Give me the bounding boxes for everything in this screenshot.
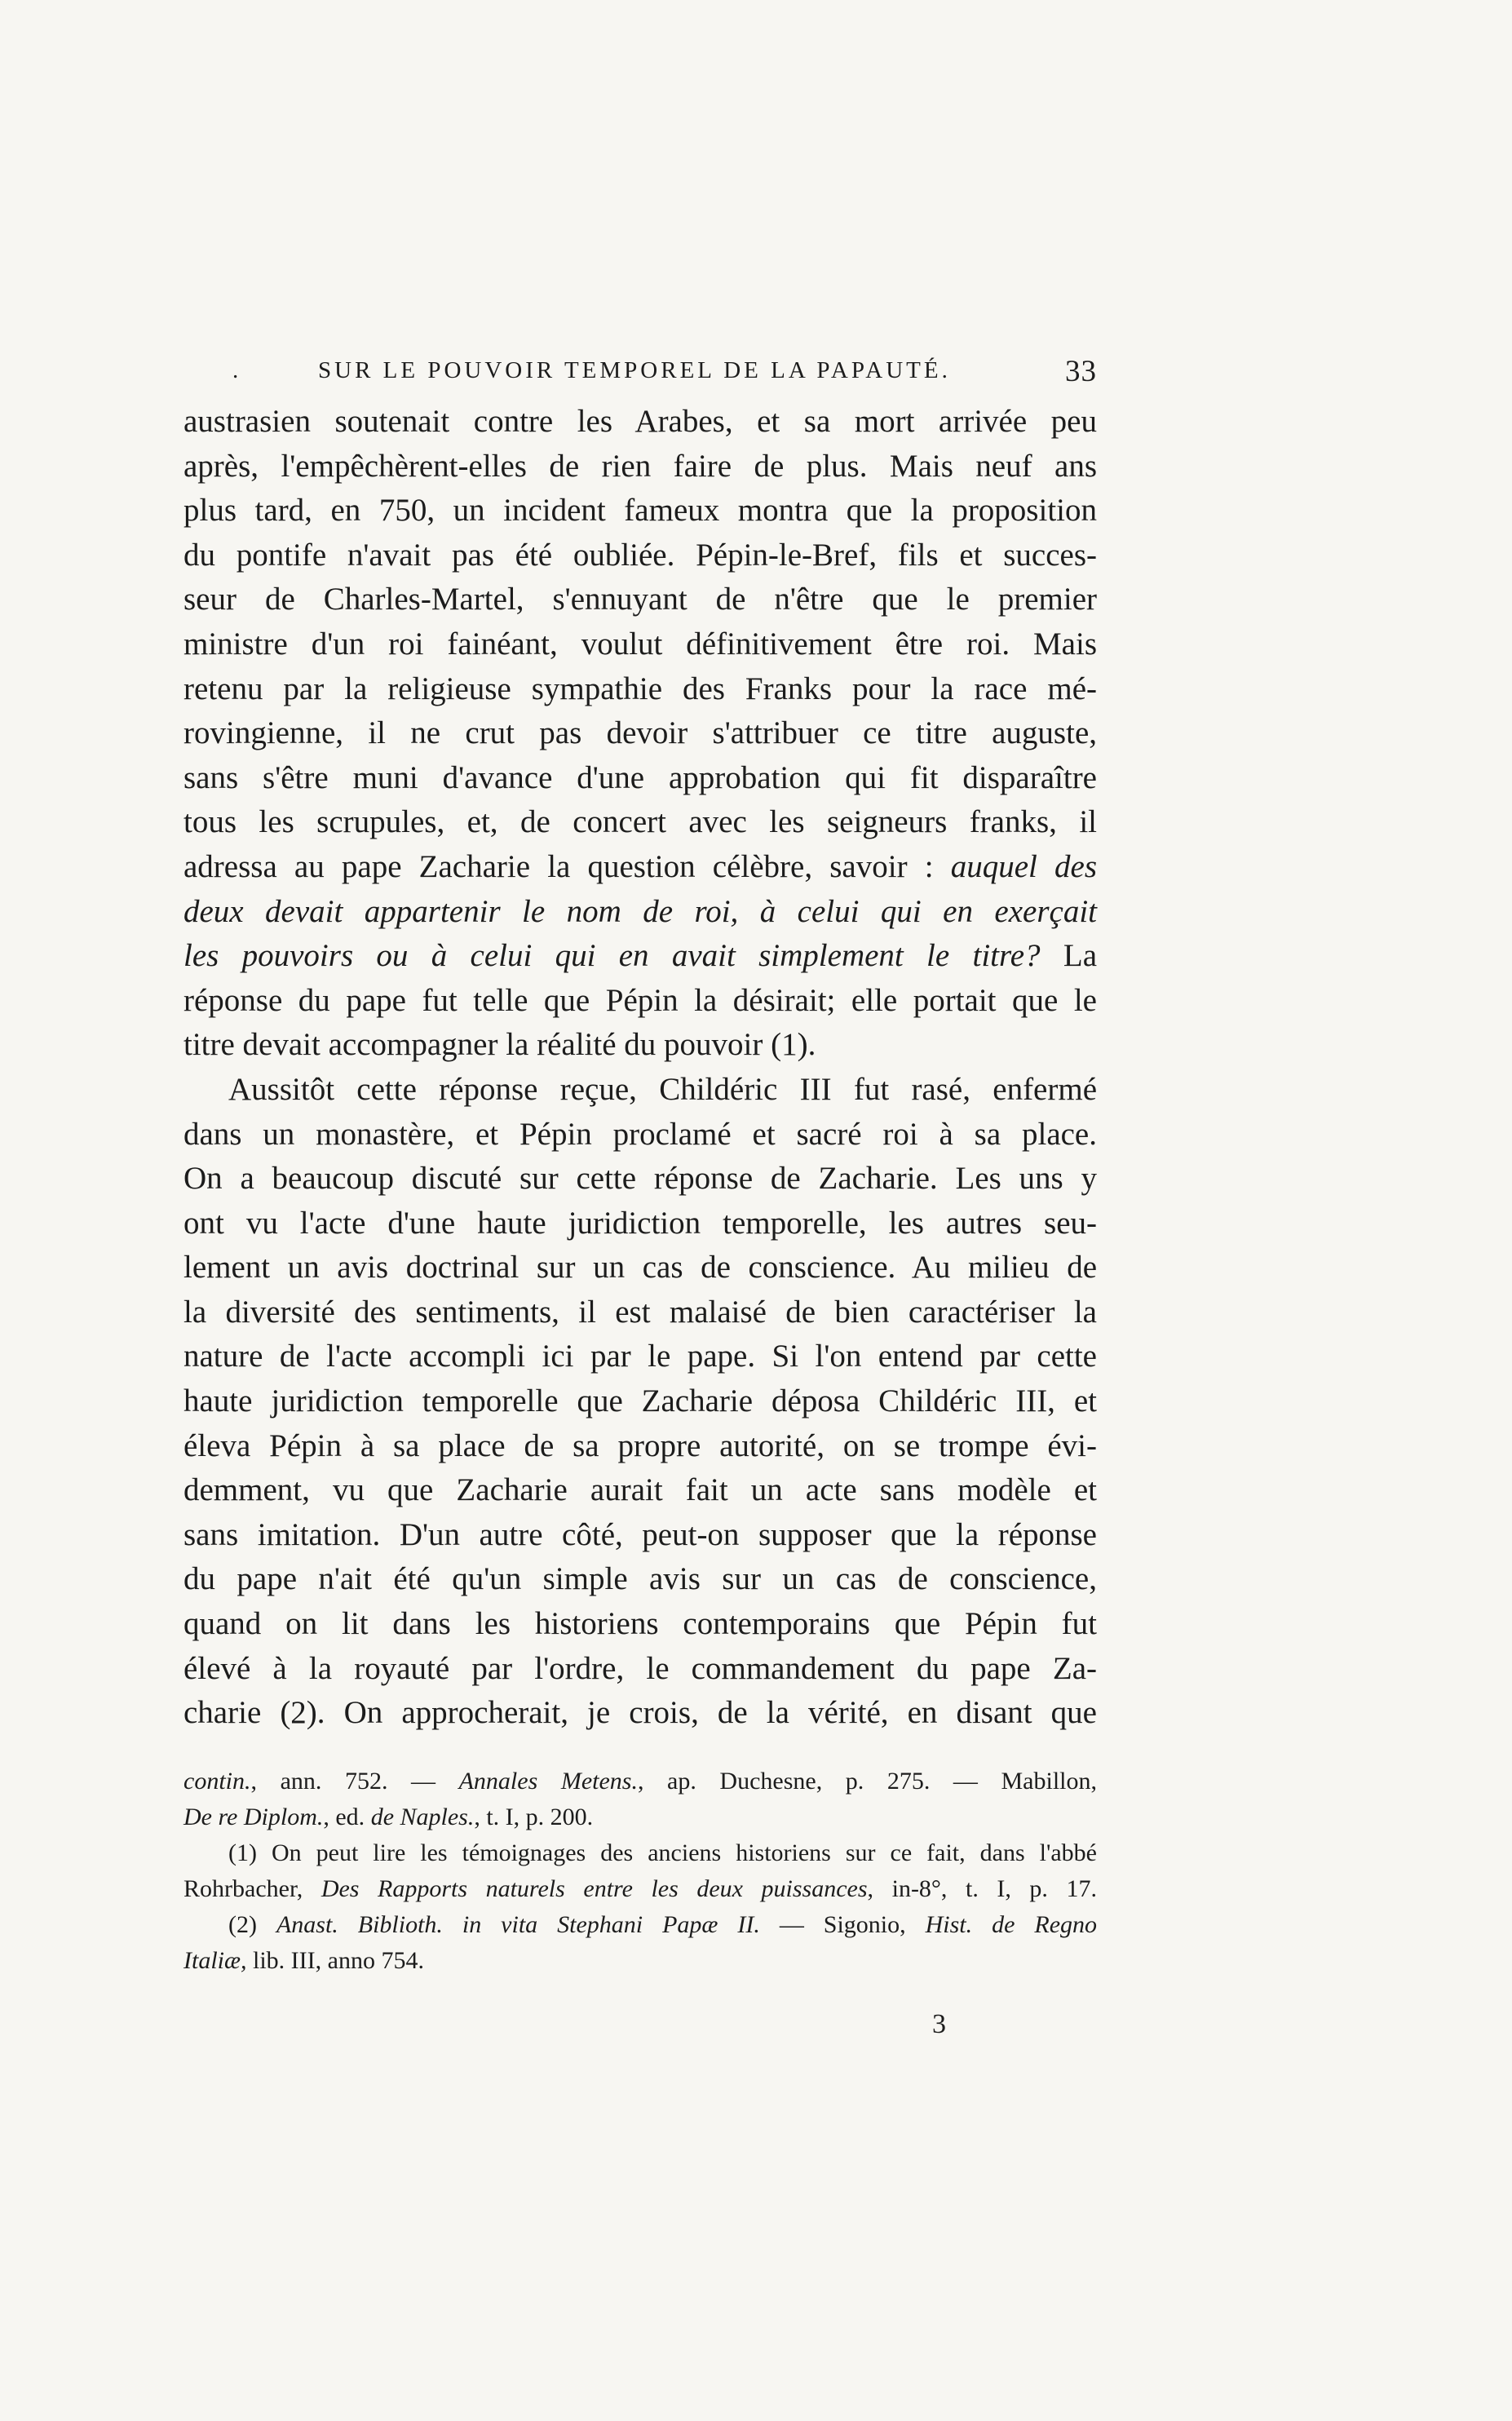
footnote-text: Rohrbacher,	[183, 1875, 303, 1902]
body-line	[183, 845, 1097, 890]
body-line-text: adressa au pape Zacharie la question célèbre, savoir :	[183, 848, 934, 884]
body-line: On a beaucoup discuté sur cette réponse de Zacharie. Les uns y	[183, 1161, 1097, 1197]
body-line: réponse du pape fut telle que Pépin la désirait; elle portait que le	[183, 982, 1097, 1018]
question-italic: deux devait appartenir le nom de roi, à celui qui en exerçait	[183, 893, 1097, 929]
body-line: ministre d'un roi fainéant, voulut définitivement être roi. Mais	[183, 626, 1097, 662]
body-line: quand on lit dans les historiens contemporains que Pépin fut	[183, 1606, 1097, 1642]
body-line: Aussitôt cette réponse reçue, Childéric III fut rasé, enfermé	[228, 1071, 1097, 1107]
running-header	[183, 357, 1097, 390]
footnote-text: , t. I, p. 200.	[474, 1804, 594, 1830]
signature-mark: 3	[932, 2009, 946, 2039]
footnote-2	[183, 1907, 1097, 1943]
page-number: 33	[1065, 355, 1097, 388]
footnote-line	[183, 1764, 1097, 1799]
body-line: après, l'empêchèrent-elles de rien faire de plus. Mais neuf ans	[183, 448, 1097, 484]
footnote-italic: De re Diplom.	[183, 1804, 324, 1830]
body-line: éleva Pépin à sa place de sa propre autorité, on se trompe évi-	[183, 1427, 1097, 1463]
body-line: sans s'être muni d'avance d'une approbation qui fit disparaître	[183, 759, 1097, 795]
body-line: demment, vu que Zacharie aurait fait un acte sans modèle et	[183, 1472, 1097, 1508]
body-line: la diversité des sentiments, il est malaisé de bien caractériser la	[183, 1294, 1097, 1330]
footnote-line	[183, 1799, 1097, 1835]
footnote-text: , ap. Duchesne, p. 275. — Mabillon,	[637, 1768, 1097, 1795]
running-title: SUR LE POUVOIR TEMPOREL DE LA PAPAUTÉ.	[318, 357, 951, 383]
body-text	[183, 400, 1097, 1736]
body-line: plus tard, en 750, un incident fameux montra que la proposition	[183, 493, 1097, 529]
body-line: rovingienne, il ne crut pas devoir s'attribuer ce titre auguste,	[183, 715, 1097, 751]
footnote-italic: Annales Metens.	[458, 1768, 638, 1795]
body-line: seur de Charles-Martel, s'ennuyant de n'être que le premier	[183, 582, 1097, 617]
body-line: dans un monastère, et Pépin proclamé et sacré roi à sa place.	[183, 1116, 1097, 1152]
footnote-text: , in-8°, t. I, p. 17.	[867, 1875, 1097, 1902]
footnote-line	[183, 1943, 1097, 1979]
body-line: du pape n'ait été qu'un simple avis sur un cas de conscience,	[183, 1561, 1097, 1597]
body-line: du pontife n'avait pas été oubliée. Pépin-le-Bref, fils et succes-	[183, 537, 1097, 573]
footnote-italic: de Naples.	[370, 1804, 475, 1830]
body-line: titre devait accompagner la réalité du pouvoir (1).	[183, 1027, 816, 1063]
footnote-italic: Anast. Biblioth. in vita Stephani Papæ II.	[276, 1911, 760, 1938]
footnote-1: (1) On peut lire les témoignages des anciens historiens sur ce fait, dans l'abbé	[228, 1839, 1097, 1866]
body-line: ont vu l'acte d'une haute juridiction temporelle, les autres seu-	[183, 1205, 1097, 1241]
footnote-line	[183, 1871, 1097, 1907]
body-line: haute juridiction temporelle que Zacharie déposa Childéric III, et	[183, 1383, 1097, 1419]
body-line-text: La	[1063, 938, 1098, 974]
body-line: austrasien soutenait contre les Arabes, et sa mort arrivée peu	[183, 404, 1097, 439]
body-line	[183, 890, 1097, 935]
body-line: charie (2). On approcherait, je crois, de la vérité, en disant que	[183, 1695, 1097, 1731]
question-italic-end: les pouvoirs ou à celui qui en avait simplement le titre?	[183, 938, 1041, 974]
body-line: nature de l'acte accompli ici par le pape. Si l'on entend par cette	[183, 1339, 1097, 1374]
header-dot: .	[232, 357, 242, 383]
question-italic-start: auquel des	[950, 848, 1098, 884]
body-line: tous les scrupules, et, de concert avec les seigneurs franks, il	[183, 804, 1097, 840]
footnote-italic: Des Rapports naturels entre les deux puissances	[321, 1875, 868, 1902]
footnote-text: — Sigonio,	[779, 1911, 906, 1938]
footnote-text: , ann. 752. —	[250, 1768, 436, 1795]
footnote-italic: Italiæ,	[183, 1947, 247, 1974]
footnotes	[183, 1764, 1097, 1979]
body-line: élevé à la royauté par l'ordre, le commandement du pape Za-	[183, 1650, 1097, 1686]
footnote-text: (2)	[228, 1911, 257, 1938]
body-line	[183, 934, 1097, 979]
body-line: sans imitation. D'un autre côté, peut-on supposer que la réponse	[183, 1516, 1097, 1552]
footnote-italic: Hist. de Regno	[925, 1911, 1098, 1938]
body-line: lement un avis doctrinal sur un cas de conscience. Au milieu de	[183, 1250, 1097, 1286]
footnote-text: , ed.	[323, 1804, 365, 1830]
body-line: retenu par la religieuse sympathie des Franks pour la race mé-	[183, 671, 1097, 706]
footnote-text: lib. III, anno 754.	[253, 1947, 424, 1974]
footnote-italic: contin.	[183, 1768, 251, 1795]
